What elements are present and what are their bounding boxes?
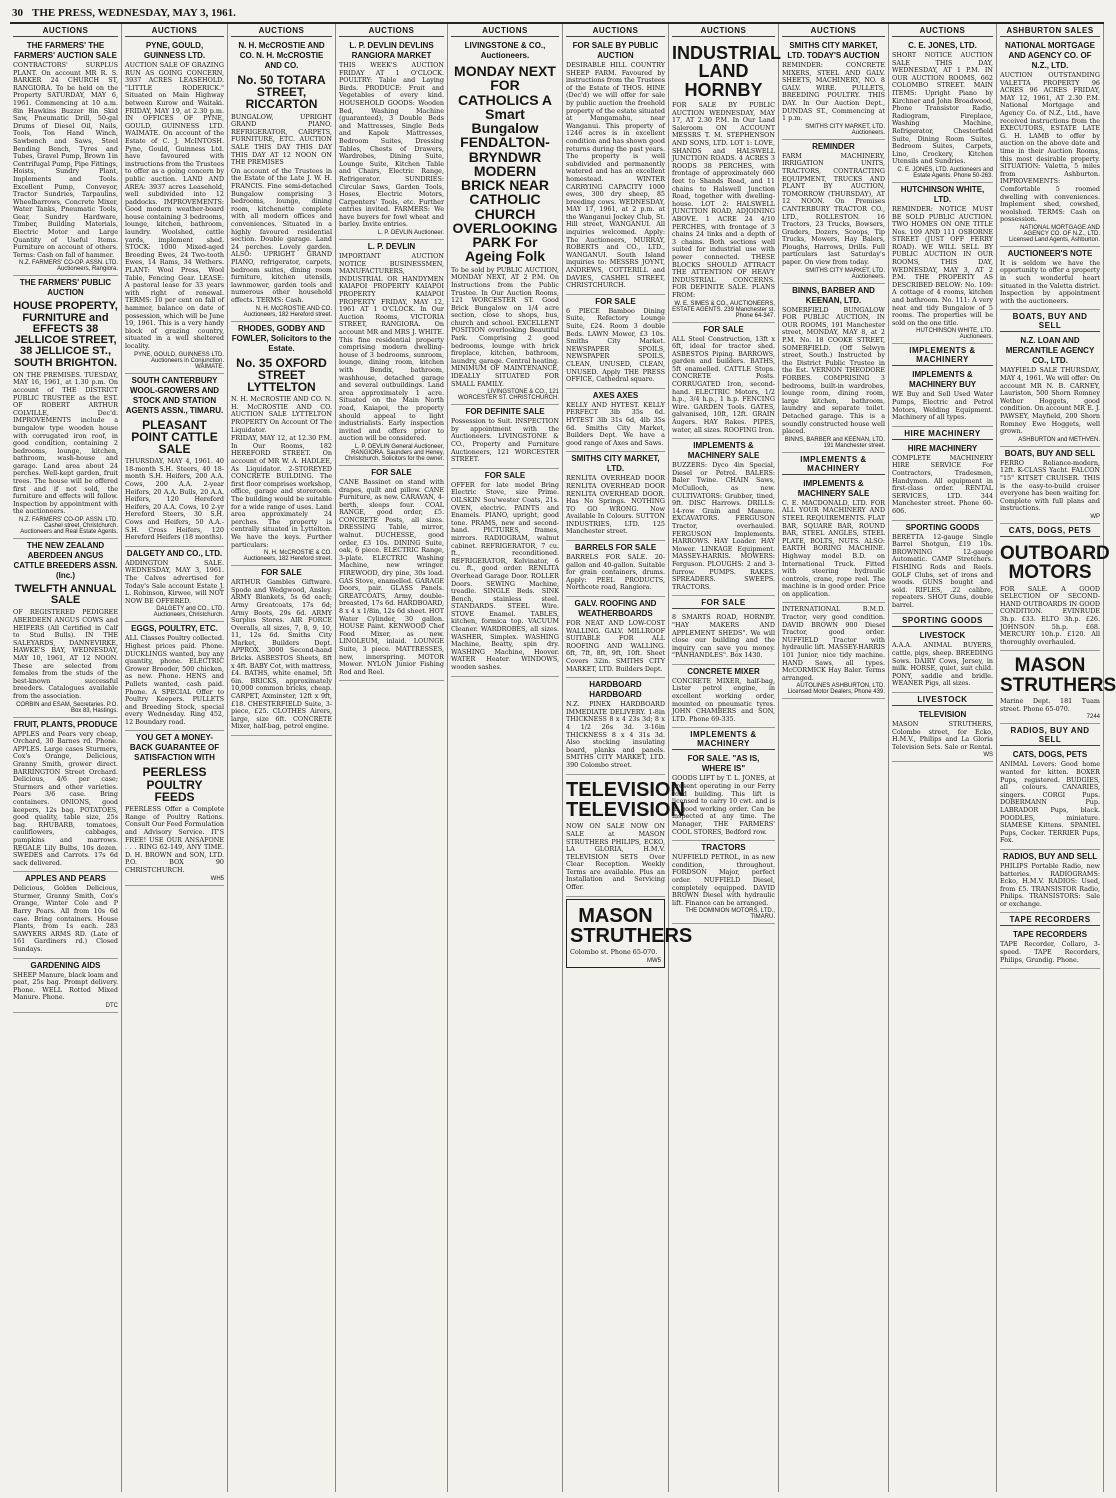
classified-ad bbox=[672, 439, 775, 596]
ad-heading: THE FARMERS' THE FARMERS' AUCTION SALE bbox=[14, 41, 117, 60]
column-6 bbox=[563, 24, 693, 1492]
ad-display-text: PEERLESS POULTRY FEEDS bbox=[142, 765, 207, 804]
ad-body: FOR NEAT AND LOW-COST WALLING. GALV. MILLROOF SUITABLE FOR ALL ROOFING AND WALLING. 6ft, 7ft, 8ft, 9ft, 10ft. Sheet Covers 32in. SMITHS CITY MARKET, LTD. Builders Dept. bbox=[566, 619, 665, 673]
ad-body: It is seldom we have the opportunity to offer a property in such wonderful heart situated in the Valetta district. Inspection by appointment with the auctioneers. bbox=[1000, 258, 1100, 305]
ad-heading: CONCRETE MIXER bbox=[687, 666, 760, 676]
ad-heading: SMITHS CITY MARKET, LTD. TODAY'S AUCTION bbox=[787, 41, 880, 60]
ad-heading: FOR SALE bbox=[261, 568, 302, 578]
ad-display-text: TWELFTH ANNUAL SALE bbox=[14, 583, 117, 607]
ad-signature: CORBIN and ESAM, Secretaries. P.O. Box 83, Hastings. bbox=[16, 701, 118, 714]
classified-ad bbox=[782, 39, 885, 140]
classified-ad bbox=[782, 140, 885, 284]
ad-display-text: No. 35 OXFORD STREET LYTTELTON bbox=[236, 355, 327, 395]
column-7 bbox=[669, 24, 779, 1492]
ad-heading: HIRE MACHINERY bbox=[907, 443, 978, 453]
ad-signature: HUTCHINSON WHITE, LTD. Auctioneers. bbox=[916, 328, 993, 341]
ad-body: RENLITA OVERHEAD DOOR RENLITA OVERHEAD DOOR RENLITA OVERHEAD DOOR. Has No Springs. NOTHING TO GO WRONG. Now Available In Colours. SUTTON INDUSTRIES, LTD. 125 Manchester street. bbox=[566, 474, 665, 536]
ad-heading: CATS, DOGS, PETS bbox=[1012, 750, 1088, 760]
classified-ad bbox=[339, 466, 444, 681]
ad-signature: SMITHS CITY MARKET, LTD. Auctioneers. bbox=[805, 123, 885, 136]
ad-signature: N. H. McCROSTIE AND CO. Auctioneers, 182 Hereford street. bbox=[243, 305, 332, 318]
ad-heading: LIVINGSTONE & CO., Auctioneers. bbox=[464, 41, 546, 60]
classified-ad bbox=[1000, 247, 1100, 311]
section-heading: RADIOS, BUY AND SELL bbox=[1000, 724, 1100, 746]
classified-ad bbox=[672, 611, 775, 665]
classified-ad bbox=[672, 841, 775, 924]
ad-display-text: No. 50 TOTARA STREET, RICCARTON bbox=[237, 73, 326, 112]
section-heading: AUCTIONS bbox=[566, 24, 665, 37]
classified-ad bbox=[892, 368, 993, 426]
classified-ad bbox=[13, 539, 118, 718]
ad-heading: TELEVISION bbox=[918, 710, 967, 720]
ad-body: NOW ON SALE NOW ON SALE at MASON STRUTHERS PHILIPS, ECKO, LA GLORIA, H.M.V. TELEVISION SETS Over Clear Reception. Weekly Terms are available. Plus an Installation and Servicing Offer. bbox=[566, 822, 665, 892]
ad-body: FARM MACHINERY, IRRIGATION UNITS, TRACTORS, CONTRACTING EQUIPMENT, TRUCKS AND PLANT BY AUCTION, TOMORROW (THURSDAY), AT 12 NOON. On Premises CANTERBURY TRACTOR CO., LTD., ROLLESTON. 16 Tractors, 23 Trucks, Bowsers, Graders, Dozers, Scoops, Tip Trucks, Mowers, Hay Balers, Ploughs, Harrows, Drills. Full particulars last Saturday's paper. On view from today. bbox=[782, 151, 885, 267]
ad-heading: GARDENING AIDS bbox=[30, 960, 101, 970]
ad-display-text: MASON STRUTHERS bbox=[570, 904, 693, 948]
masthead bbox=[10, 6, 1104, 24]
classified-ad bbox=[566, 775, 685, 897]
section-heading: AUCTIONS bbox=[13, 24, 118, 37]
ad-heading: L. P. DEVLIN bbox=[367, 242, 416, 252]
ad-body: FERRO Reliance-modern, 12ft. K-CLASS Yacht. FALCON "15" KITSET CRUISER. THIS is the easy-to-build cruiser everyone has been waiting for. Complete with full plans and instructions. bbox=[1000, 458, 1100, 513]
classified-ad bbox=[892, 708, 993, 762]
section-heading: ASHBURTON SALES bbox=[1000, 24, 1100, 37]
ad-display-text: INDUSTRIAL LAND HORNBY bbox=[672, 43, 781, 100]
classified-ad bbox=[13, 39, 118, 276]
ad-body: 8 SMARTS ROAD, HORNBY. "HAY MAKERS AND APPLEMENT SHEDS". We will close our building and the inquiry can save you money. "PANHANDLES". Box 1430. bbox=[672, 613, 775, 660]
ad-heading: BOATS, BUY AND SELL bbox=[1004, 448, 1096, 458]
ad-heading: FOR SALE bbox=[371, 467, 412, 477]
column-3 bbox=[228, 24, 336, 1492]
ad-heading: RADIOS, BUY AND SELL bbox=[1002, 851, 1098, 861]
ad-body: REMINDER: NOTICE MUST BE SOLD PUBLIC AUCTION. TWO HOMES ON ONE TITLE Nos. 109 AND 111 OSBORNE STREET (JUST OFF FERRY ROAD). WE WILL SELL BY PUBLIC AUCTION IN OUR ROOMS, THIS DAY, WEDNESDAY, MAY 3, AT 2 P.M. THE PROPERTY AS DESCRIBED BELOW: No. 109: A cottage of 4 rooms, kitchen and bathroom. No. 111: A very neat and tidy Bungalow of 5 rooms. The properties will be sold on the one title. bbox=[892, 204, 993, 327]
section-heading: IMPLEMENTS & MACHINERY bbox=[672, 728, 775, 750]
classified-ad bbox=[782, 284, 885, 453]
ad-heading: TAPE RECORDERS bbox=[1012, 930, 1088, 940]
classified-ad bbox=[125, 374, 224, 547]
ad-heading: FOR SALE. "AS IS, WHERE IS" bbox=[687, 754, 760, 774]
ad-body: To be sold by PUBLIC AUCTION, MONDAY NEXT, AT 2 P.M. On Instructions from the Public Trustee. In Our Auction Rooms, 121 WORCESTER ST. Good Brick Bungalow on 1/4 acre section, close to shops, bus, church and school. EXCELLENT POSITION overlooking Beautiful Park. Comprising 2 good bedrooms, lounge with brick fireplace, kitchen, bathroom, laundry, garage. Central heating. MINIMUM OF MAINTENANCE, IDEALLY SITUATED FOR SMALL FAMILY. bbox=[451, 265, 559, 388]
ad-body: WE Buy and Sell Used Water Pumps, Electric and Petrol Motors, Welding Equipment. Machinery of all types. bbox=[892, 390, 993, 422]
ad-heading: REMINDER bbox=[812, 141, 855, 151]
classified-ad bbox=[451, 469, 559, 677]
ad-heading: APPLES AND PEARS bbox=[24, 874, 107, 884]
classified-ad bbox=[1000, 928, 1100, 969]
column-2 bbox=[122, 24, 228, 1492]
classified-ad bbox=[782, 603, 885, 699]
ad-display-text: MASON STRUTHERS bbox=[1000, 655, 1116, 696]
ad-signature: ASHBURTON and METHVEN. bbox=[1018, 436, 1100, 443]
ad-signature: DALGETY and CO., LTD. Auctioneers, Christchurch. bbox=[153, 606, 224, 619]
ad-body: SHORT NOTICE AUCTION SALE THIS DAY, WEDNESDAY, AT 1 P.M. IN OUR AUCTION ROOMS, 662 COLOMBO STREET. MAIN ITEMS: Upright Piano by Kirchner and John Broadwood, Phone Transistor Radio, Radiogram, Fireplace, Washing Machine, Refrigerator, Chesterfield Suite, Dining Room Suites, Bedroom Suites, Carpets, Lino, Crockery, Kitchen Utensils and Sundries. bbox=[892, 51, 993, 166]
classified-ad bbox=[566, 295, 665, 389]
ad-signature: NATIONAL MORTGAGE AND AGENCY CO. OF N.Z., LTD. Licensed Land Agents, Ashburton. bbox=[1008, 224, 1100, 243]
classified-ad bbox=[672, 665, 775, 729]
classified-ad bbox=[672, 39, 781, 323]
ad-body: ARTHUR Gambles Giftware. Spode and Wedgwood, Ansley. ARMY Blankets, 5s 6d each; Army Greatcoats, 17s 6d; Army Boots, 29s 6d. ARMY Surplus Stores. AIR FORCE Overalls, all sizes, 7, 8, 9, 10, 11, 12s 6d. Smiths City Market, Builders Dept. APPROX. 3000 Second-hand Bricks. ASBESTOS Sheets, 8ft x 4ft. BABY Cot, with mattress, £4. BATHS, white enamel, 5ft 6in. BRICKS, approximately 10,000 common bricks, cheap. CARPET, Axminster, 12ft x 9ft, £18. CHESTERFIELD Suite, 3-piece, £25. CLOTHES Airers, large, size 6ft. CONCRETE Mixer, half-bag, petrol engine. bbox=[231, 578, 332, 731]
ad-body: FOR SALE BY PUBLIC AUCTION WEDNESDAY, MAY 17, AT 2.30 P.M. In Our Land Saleroom ON ACCOUNT MESSRS T. M. STEPHENSON AND SONS, LTD. LOT 1: LOVE, SHANDS and HALSWELL JUNCTION ROADS. 4 ACRES 3 ROODS 38 PERCHES, with frontage of approximately 660 feet to Shands Road, and 11 chains to Halswell Junction Road, together with dwelling-house. LOT 2: HALSWELL JUNCTION ROAD, ADJOINING ABOVE. 1 ACRE 24 4/10 PERCHES, with frontage of 3 chains 24 links and a depth of 3 chains. Both sections well suited for industrial use with power connected. THESE BLOCKS SHOULD ATTRACT THE ATTENTION OF HEAVY INDUSTRIAL CONCERNS. FOR DEFINITE SALE. PLANS FROM: bbox=[672, 101, 775, 299]
ad-heading: NATIONAL MORTGAGE AND AGENCY CO. OF N.Z., LTD. bbox=[1005, 41, 1095, 70]
section-heading: LIVESTOCK bbox=[892, 693, 993, 706]
ad-body: N.Z. PINEX HARDBOARD IMMEDIATE DELIVERY. 1-8in THICKNESS 8 x 4 23s 3d; 8 x 4 1/2 26s 3d. 3-16in THICKNESS 8 x 4 31s 3d. Also stocking insulating board, planks and panels. SMITHS CITY MARKET, LTD. 390 Colombo street. bbox=[566, 700, 665, 769]
classified-ad bbox=[566, 389, 665, 453]
ad-signature: AUTOLINES ASHBURTON, LTD. Licensed Motor Dealers, Phone 439. bbox=[787, 683, 885, 696]
ad-heading: RHODES, GODBY AND FOWLER, Solicitors to the Estate. bbox=[231, 323, 332, 353]
ad-signature: WP bbox=[1090, 513, 1100, 520]
ad-body: CONTRACTORS' SURPLUS PLANT. On account MR R. S. BARKER 24 CHURCH ST, RANGIORA. To be held on the Property SATURDAY, MAY 6, 1961. Commencing at 10 a.m. 8in Hawkins Buzzer 8in Skid Saw, Pneumatic Drill, 50-gal Drums of Diesel Oil, Nails, Tools, Ton Hand Winch, Sawbench and Saws, Steel Bending Bench, Tyres and Tubes, Gravel Pump, Brown 1in Centrifugal Pump, Pipe Fittings, Hoists, Sundry Plant, Implements and Tools. Excellent Pump, Conveyor, Tractor Sundries, Tarpaulins, Wheelbarrows, Concrete Mixer, Water Tanks, Pneumatic Tools, Gear, Sundry Hardware, Timber, Building Materials, Electric Motor and Large Quantity of Useful Items. Furniture on account of others. Terms: Cash on fall of hammer. bbox=[13, 61, 118, 259]
column-4 bbox=[336, 24, 448, 1492]
ad-heading: SOUTH CANTERBURY WOOL-GROWERS AND STOCK AND STATION AGENTS ASSN., TIMARU. bbox=[125, 375, 224, 415]
classified-ad bbox=[451, 39, 559, 405]
ad-heading: SMITHS CITY MARKET, LTD. bbox=[571, 454, 660, 474]
ad-signature: THE DOMINION MOTORS, LTD., TIMARU. bbox=[685, 908, 775, 921]
classified-ad bbox=[451, 405, 559, 469]
ad-body: ADDINGTON SALE. WEDNESDAY, MAY 3, 1961. The Calves advertised for Today's Sale account Estate J. L. Robinson, Kirwee, will NOT NOW BE OFFERED. bbox=[125, 558, 224, 605]
classified-ad bbox=[231, 39, 332, 322]
ad-heading: EGGS, POULTRY, ETC. bbox=[131, 624, 218, 634]
section-heading: AUCTIONS bbox=[782, 24, 885, 37]
classified-ad bbox=[13, 276, 118, 539]
ad-heading: FRUIT, PLANTS, PRODUCE bbox=[13, 719, 118, 729]
ad-heading: HUTCHINSON WHITE, LTD. bbox=[900, 184, 985, 204]
ad-body: BUZZERS: Dyco 4in Special, Diesel or Petrol. BALERS: Baler Twine. CHAIN Saws, McCulloch, as new. CULTIVATORS: Grubber, tined, 9ft. DISC Harrows. DRILLS: 14-row Grain and Manure. EXCAVATORS. FERGUSON Tractor, overhauled. FERGUSON Implements. HARROWS. HAY Loader. HAY Mower. LINKAGE Equipment. MASSEY-HARRIS. MOWERS: Ferguson. PLOUGHS: 2 and 3-furrow. PUMPS. RAKES. SPREADERS. SWEEPS. TRACTORS. bbox=[672, 461, 775, 591]
classified-ad bbox=[13, 872, 118, 958]
ad-heading: THE FARMERS' PUBLIC AUCTION bbox=[19, 278, 112, 298]
classified-ad bbox=[566, 597, 665, 678]
section-heading: FOR SALE bbox=[672, 596, 775, 609]
ad-heading: PYNE, GOULD, GUINNESS LTD. bbox=[143, 41, 206, 60]
classified-ad bbox=[566, 39, 665, 295]
ad-heading: FOR SALE bbox=[703, 324, 744, 334]
classified-ad bbox=[672, 323, 775, 440]
classified-ad bbox=[1000, 850, 1100, 914]
column-5 bbox=[448, 24, 563, 1492]
section-heading: AUCTIONS bbox=[672, 24, 775, 37]
ad-display-text: HOUSE PROPERTY, FURNITURE and EFFECTS 38 JELLICOE STREET, 38 JELLICOE ST., SOUTH BRIGHTON. bbox=[13, 300, 118, 369]
ad-body: AUCTION SALE OF GRAZING RUN AS GOING CONCERN, 3937 ACRES LEASEHOLD. "LITTLE RODERICK." Situated on Main Highway between Kurow and Waitaki. FRIDAY, MAY 19, at 2.30 p.m. IN OFFICES OF PYNE, GOULD, GUINNESS LTD. WAIMATE. On account of the Estate of C. J. McINTOSH. Pyne, Gould, Guinness Ltd. have favoured with instructions from the Trustees to offer as a going concern by public auction. LAND AND AREA: 3937 acres Leasehold, well subdivided into 12 paddocks. IMPROVEMENTS: Good modern weather-board house containing 3 bedrooms, lounge, kitchen, bathroom, laundry. Woolshed, cattle yards, implement shed. STOCK: 1000 Mixed-aged Breeding Ewes, 24 Two-tooth Ewes, 14 Rams, 34 Wethers. PLANT: Wool Press, Wool Table, Fencing Gear. LEASE: A pastoral lease for 33 years with right of renewal. TERMS: 10 per cent on fall of hammer, balance on date of possession, which will be June 19, 1961. This is a very handy block of grazing country, situated in a well sheltered locality. bbox=[125, 61, 224, 350]
ad-body: ON THE PREMISES. TUESDAY, MAY 16, 1961, at 1.30 p.m. On account of THE DISTRICT PUBLIC TRUSTEE as the EST. OF ROBERT ARTHUR COLVILLE, Dec'd. IMPROVEMENTS include a bungalow type wooden house with corrugated iron roof, in good condition, containing 2 bedrooms, lounge, kitchen, bathroom, wash-house and garage. Land area about 24 perches. Well-kept garden, fruit trees. The house will be offered first and if not sold, the furniture and effects will follow. Inspection by appointment with the auctioneers. bbox=[13, 370, 118, 516]
ad-heading: FOR SALE BY PUBLIC AUCTION bbox=[572, 41, 659, 60]
ad-heading: FOR DEFINITE SALE bbox=[465, 407, 545, 417]
classified-ad bbox=[892, 521, 993, 615]
ad-body: DESIRABLE HILL COUNTRY SHEEP FARM. Favoured by instructions from the Trustees of the Estate of THOS. HINE (Dec'd) we will offer for sale by public auction the freehold property of the estate situated at Mangamahu, near Wanganui. This property of 1246 acres is in excellent condition and has shown good returns during the past years. The property is well subdivided and permanently watered and has an excellent homestead. WINTER CARRYING CAPACITY 1000 ewes, 300 dry sheep, 85 breeding cows. WEDNESDAY, MAY 17, 1961, at 2 p.m. at the Wanganui Jockey Club, St. Hill street, WANGANUI. All inquiries welcomed. Apply: The Auctioneers, MURRAY, ROBERTS and CO., LTD., WANGANUI. South Island inquiries to: MESSRS JOYNT, ANDREWS, COTTERILL and DAVIES, CASHEL STREET, CHRISTCHURCH. bbox=[566, 61, 665, 290]
ad-heading: YOU GET A MONEY-BACK GUARANTEE OF SATISFACTION WITH bbox=[129, 733, 220, 763]
section-heading: IMPLEMENTS & MACHINERY bbox=[782, 453, 885, 475]
ad-body: NUFFIELD PETROL, in as new condition, throughout. FORDSON Major, perfect order. NUFFIELD Diesel, completely equipped. DAVID BROWN Diesel with hydraulic lift. Finance can be arranged. bbox=[672, 853, 775, 907]
classified-ad bbox=[1000, 39, 1100, 247]
ad-body: BARRELS FOR SALE. 20-gallon and 40-gallon. Suitable for grain containers, drums. Apply: PEEL PRODUCTS, Northcote road, Rangiora. bbox=[566, 553, 665, 592]
classified-ad bbox=[892, 629, 993, 693]
ad-heading: HARDBOARD HARDBOARD bbox=[589, 680, 642, 700]
ad-body: Colombo st. Phone 65-070. bbox=[570, 948, 658, 957]
ad-signature: L. P. DEVLIN General Auctioneer, RANGIORA. Saunders and Heney, Christchurch, Solicitors for the owner. bbox=[344, 443, 444, 462]
ad-body: ALL Classes Poultry collected. Highest prices paid. Phone. DUCKLINGS wanted, buy any quantity, phone. ELECTRIC Grower Brooder, 500 chicken, as new. Phone. HENS and Pullets wanted, cash paid. Phone. A SPECIAL Offer to Poultry Keepers. PULLETS and Breeding Stock, special every Wednesday. Ring 452, 12 Boundary road. bbox=[125, 634, 224, 726]
ad-heading: TRACTORS bbox=[701, 843, 746, 853]
ad-signature: N. H. McCROSTIE & CO. Auctioneers, 182 Hereford street. bbox=[243, 550, 332, 563]
ad-signature: 7244 bbox=[1086, 714, 1100, 721]
column-1 bbox=[10, 24, 122, 1492]
section-heading: AUCTIONS bbox=[231, 24, 332, 37]
ad-body: AUCTION OUTSTANDING VALETTA PROPERTY 96 ACRES 96 ACRES FRIDAY, MAY 12, 1961, AT 2.30 P.M. National Mortgage and Agency Co. of N.Z., Ltd., have received instructions from the EXECUTORS, ESTATE LATE G. H. LAMB to offer by auction on the above date and time in their Auction Rooms, this most desirable property. SITUATION: Valetta, 5 miles from Ashburton. IMPROVEMENTS: Comfortable 5 roomed dwelling with conveniences. Implement shed, cowshed, woolshed. TERMS: Cash on possession. bbox=[1000, 71, 1100, 224]
ad-body: REMINDER: CONCRETE MIXERS, STEEL AND GALV. SHEETS, MACHINERY, NO. 8 GALV. WIRE. PULLETS, BREEDING POULTRY. THIS DAY. In Our Auction Dept., DUNDAS ST., Commencing at 1 p.m. bbox=[782, 61, 885, 123]
ad-heading: GALV. ROOFING AND WEATHERBOARDS bbox=[574, 599, 657, 619]
ad-heading: C. E. JONES, LTD. bbox=[908, 41, 977, 50]
ad-heading: BINNS, BARBER AND KEENAN, LTD. bbox=[792, 285, 875, 305]
ad-heading: AUCTIONEER'S NOTE bbox=[1007, 248, 1093, 258]
ad-body: CONCRETE MIXER, half-bag, Lister petrol engine, in excellent working order, mounted on pneumatic tyres. JOHN CHAMBERS and SON, LTD. Phone 69-335. bbox=[672, 676, 775, 723]
section-heading: IMPLEMENTS & MACHINERY bbox=[892, 344, 993, 366]
classified-ad bbox=[566, 678, 665, 774]
classified-ad bbox=[13, 959, 118, 1013]
ad-signature: L. P. DEVLIN Auctioneer. bbox=[377, 230, 444, 237]
section-heading: AUCTIONS bbox=[892, 24, 993, 37]
classified-ad bbox=[1000, 748, 1100, 850]
classified-ad bbox=[125, 622, 224, 731]
classified-ad bbox=[125, 731, 224, 885]
ad-display-text: OUTBOARD MOTORS bbox=[1000, 542, 1110, 584]
ad-body-continued: FRIDAY, MAY 12, at 12.30 P.M. In Our Rooms, 182 HEREFORD STREET. On account of MR W. A. HADLEE, As Liquidator. 2-STOREYED CONCRETE BUILDING. The first floor comprises workshop, office, garage and storeroom. The building would be suitable for a wide range of uses. Land area approximately 24 perches. The property is centrally situated in Lyttelton. We have the keys. Further particulars: bbox=[231, 434, 332, 549]
classified-ad bbox=[1000, 447, 1100, 524]
ad-heading: LIVESTOCK bbox=[919, 631, 966, 641]
ad-body: SOMERFIELD BUNGALOW FOR PUBLIC AUCTION, IN OUR ROOMS, 191 Manchester street, MONDAY, MAY 8, at 2 P.M. No. 18 COOKE STREET, SOMERFIELD. (Off Selwyn street, South.) Instructed by the District Public Trustee in the Est. VERNON THEODORE FORBES. COMPRISING 3 bedrooms, built-in wardrobes, lounge room, dining room, large kitchen, bathroom, laundry and separate toilet. Detached garage. This is a soundly constructed house well placed. bbox=[782, 305, 885, 436]
ad-body: Marine Dept. 181 Tuam street. Phone 65-070. bbox=[1000, 697, 1100, 713]
ad-display-text: TELEVISION TELEVISION bbox=[566, 778, 685, 821]
ad-signature: PYNE, GOULD, GUINNESS LTD. Auctioneers in Conjunction. WAIMATE. bbox=[134, 351, 224, 370]
classified-ad bbox=[231, 322, 332, 567]
page-number: 30 bbox=[12, 7, 23, 19]
ad-heading: FOR SALE bbox=[484, 470, 526, 480]
ad-body: N. H. McCROSTIE AND CO. N. H. McCROSTIE AND CO. AUCTION SALE LYTTELTON PROPERTY On Account Of The Liquidator. bbox=[231, 395, 332, 434]
column-10 bbox=[997, 24, 1116, 1492]
section-heading: AUCTIONS bbox=[451, 24, 559, 37]
ad-signature: N.Z. FARMERS' CO-OP. ASSN. LTD. Cashel street, Christchurch. Auctioneers and Real Estate Agents. bbox=[19, 517, 118, 536]
ad-heading: DALGETY AND CO., LTD. bbox=[126, 548, 223, 558]
ad-heading: IMPLEMENTS & MACHINERY BUY bbox=[908, 370, 977, 390]
ad-signature: LIVINGSTONE & CO., 121 WORCESTER ST. CHRISTCHURCH. bbox=[457, 389, 559, 402]
ad-signature: MW5 bbox=[647, 958, 661, 965]
column-9 bbox=[889, 24, 997, 1492]
masthead-title: THE PRESS, WEDNESDAY, MAY 3, 1961. bbox=[32, 7, 236, 19]
ad-body: THIS WEEK'S AUCTION FRIDAY AT 1 O'CLOCK. POULTRY: Table and Laying Birds. PRODUCE: Fruit and Vegetables of every kind. HOUSEHOLD GOODS: Wooden Bed, Washing Machine (guaranteed), 3 Double Beds and Mattresses, Single Beds and Kapok Mattresses, Bedroom Suites, Dressing Tables, Chests of Drawers, Wardrobes, Dining Suite, Lounge Suite, Kitchen Table and Chairs, Electric Range, Refrigerator. SUNDRIES: Circular Saws, Garden Tools, Hoses, Electric Motors, Carpenters' Tools, etc. Further entries invited. FARMERS: We have buyers for fowl wheat and barley. Invite entries. bbox=[339, 61, 444, 229]
ad-body: COMPLETE MACHINERY HIRE SERVICE For Contractors, Tradesmen, Handymen. All equipment in first-class order. RENTAL SERVICES, LTD. 344 Manchester street. Phone 60-606. bbox=[892, 453, 993, 515]
ad-body: PEERLESS Offer a Complete Range of Poultry Rations. Consult Our Feed Formulation and Advisory Service. IT'S FREE! USE OUR ANSAFONE . . . RING 62-149, ANY TIME. D. H. BROWN and SON, LTD. P.O. BOX 90 CHRISTCHURCH. bbox=[125, 805, 224, 874]
section-heading: AUCTIONS bbox=[125, 24, 224, 37]
ad-signature: C. E. JONES, LTD. Auctioneers and Estate Agents. Phone 50-263. bbox=[897, 166, 993, 179]
ad-body: PHILIPS Portable Radio, new batteries. RADIOGRAMS: Ecko, H.M.V. RADIOS: Used, from £5. TRANSISTOR Radio, Philips. TRANSISTORS: Sale or exchange. bbox=[1000, 861, 1100, 908]
classified-ad bbox=[672, 752, 775, 841]
ad-heading: IMPLEMENTS & MACHINERY SALE bbox=[687, 441, 760, 461]
classified-ad bbox=[125, 547, 224, 623]
section-heading: TAPE RECORDERS bbox=[1000, 913, 1100, 926]
ad-body: FOR SALE. A GOOD SELECTION OF SECOND-HAND OUTBOARDS IN GOOD CONDITION. EVINRUDE 3h.p. £33. ELTO 3h.p. £26. JOHNSON 5h.p. £68. MERCURY 10h.p. £120. All thoroughly overhauled. bbox=[1000, 584, 1100, 646]
ad-body: ANIMAL Lovers: Good home wanted for kitten. BOXER Pups, registered. BUDGIES, all colours. CANARIES, singers. CORGI Pups. DOBERMANN Pup. LABRADOR Pups, black. POODLES, miniature. SIAMESE Kittens. SPANIEL Pups, Cocker. TERRIER Pups, Fox. bbox=[1000, 760, 1100, 845]
ad-body: OF REGISTERED PEDIGREE ABERDEEN ANGUS COWS and HEIFERS (All Certified in Calf to Stud Bulls). IN THE SALEYARDS, DANNEVIRKE, HAWKE'S BAY, WEDNESDAY, MAY 10, 1961, AT 12 NOON. These are selected from females from the studs of the best-known successful breeders. Catalogues available from the association. bbox=[13, 608, 118, 700]
ad-body: SHEEP Manure, black loam and peat, 25s bag. Prompt delivery. Phone. WELL Rotted Mixed Manure. Phone. bbox=[13, 970, 118, 1002]
ad-heading: BARRELS FOR SALE bbox=[574, 543, 657, 553]
ad-signature: W. E. SIMES & CO., AUCTIONEERS, ESTATE AGENTS. 239 Manchester st. Phone 64-347. bbox=[672, 300, 775, 319]
ad-signature: WS bbox=[983, 752, 993, 759]
ad-body: Possession to Suit. INSPECTION by appointment with the Auctioneers. LIVINGSTONE & CO., Property and Furniture Auctioneers, 121 WORCESTER STREET. bbox=[451, 417, 559, 464]
ad-body: Delicious, Golden Delicious, Sturmer, Granny Smith, Cox's Orange, Winter Cole and P Barry Pears. All from 10s 6d case. Bring containers. House Plants, from 1s each. 283 SAWYERS ARMS RD. (Late of 161 Gardiners rd.) Closed Sundays. bbox=[13, 884, 118, 954]
ad-body: THURSDAY, MAY 4, 1961. 40 18-month S.H. Steers, 40 18-month S.H. Heifers, 200 A.A. Cows, 200 A.A. 2-year Heifers, 20 A.A. Bulls, 20 A.A. Heifers, 120 Hereford Heifers, 20 A.A. Cows, 10 2-yr Hereford Steers, 30 S.H. Cows and Heifers, 50 A.A.-S.H. Cross Heifers, 120 Hereford Heifers (18 months). bbox=[125, 457, 224, 542]
ad-signature: DTC bbox=[105, 1003, 118, 1009]
ad-heading: THE NEW ZEALAND ABERDEEN ANGUS CATTLE BREEDERS ASSN. (Inc.) bbox=[13, 541, 118, 581]
ad-display-text: PLEASANT POINT CATTLE SALE bbox=[131, 417, 218, 457]
section-heading: SPORTING GOODS bbox=[892, 614, 993, 627]
ad-body: INTERNATIONAL B.M.D. Tractor, very good condition. DAVID BROWN 900 Diesel Tractor, good order. NUFFIELD Tractor with hydraulic lift. MASSEY-HARRIS 101 Junior, nice tidy machine. HAND Saws, all types. McCORMICK Hay Baler. Terms arranged. bbox=[782, 605, 885, 682]
ad-body: TAPE Recorder, Collaro, 3-speed. TAPE Recorders, Philips, Grundig. Phone. bbox=[1000, 940, 1100, 964]
section-heading: CATS, DOGS, PETS bbox=[1000, 524, 1100, 537]
ad-heading: L. P. DEVLIN DEVLINS RANGIORA MARKET bbox=[349, 41, 434, 60]
ad-heading: AXES AXES bbox=[592, 390, 639, 400]
ad-body: IMPORTANT AUCTION NOTICE BUSINESSMEN, MANUFACTURERS, INDUSTRIAL OR HANDYMEN KAIAPOI PROPERTY KAIAPOI PROPERTY KAIAPOI PROPERTY FRIDAY, MAY 12, 1961 AT 1 O'CLOCK. In Our Auction Rooms, VICTORIA STREET, RANGIORA. On account MR and MRS J. WHITE. This fine residential property comprising modern dwelling-house of 3 bedrooms, sunroom, lounge, dining room, kitchen with Bendix, bathroom, washhouse, detached garage and several outbuildings. Land area approximately 1 acre. Situated on the Main North road, Kaiapoi, the property should appeal to light industrialists. Early inspection invited and offers prior to auction will be considered. bbox=[339, 252, 444, 443]
ad-body: GOODS LIFT by T. L. JONES, at present operating in our Ferry road building. This lift is licensed to carry 10 cwt. and is in good working order. Can be inspected at any time. The Manager, THE FARMERS' COOL STORES, Bedford row. bbox=[672, 774, 775, 836]
ad-display-text: MONDAY NEXT FOR CATHOLICS A Smart Bungalow FENDALTON-BRYNDWR MODERN BRICK NEAR CATHOLIC CHURCH OVERLOOKING PARK For Ageing Folk bbox=[452, 63, 558, 265]
ad-heading: SPORTING GOODS bbox=[905, 522, 980, 532]
ad-body-continued: On account of the Trustees in the Estate of the Late J. W. H. FRANCIS. Fine semi-detached Bungalow comprising 3 bedrooms, lounge, dining room, kitchenette complete with all modern offices and conveniences. Situated in a highly favoured residential section. Double garage. Land 24 perches. Lovely garden. ALSO: UPRIGHT GRAND PIANO, refrigerator, carpets, bedroom suites, dining room furniture, kitchen utensils, lawnmower, garden tools and numerous other household effects. TERMS: Cash. bbox=[231, 166, 332, 304]
classified-ad bbox=[782, 477, 885, 604]
ad-signature: N.Z. FARMERS' CO-OP. ASSN. LTD. Auctioneers, Rangiora. bbox=[19, 260, 118, 273]
classified-ad bbox=[892, 442, 993, 521]
section-heading: BOATS, BUY AND SELL bbox=[1000, 310, 1100, 332]
classified-ad bbox=[892, 39, 993, 183]
ad-body: BUNGALOW, UPRIGHT GRAND PIANO, REFRIGERATOR, CARPETS, FURNITURE, ETC. AUCTION SALE THIS DAY THIS DAY THIS DAY AT 12 NOON ON THE PREMISES bbox=[231, 112, 332, 167]
section-heading: HIRE MACHINERY bbox=[892, 427, 993, 440]
ad-body: 6 PIECE Bamboo Dining Suite, Refectory Lounge Suite, £24. Room 3 double Beds. LAWN Mower, £3 10s. Smiths City Market. NEWSPAPER SPOILS, NEWSPAPER SPOILS, CLEAN, UNUSED, CLEAN, UNUSED. Apply THE PRESS OFFICE, Cathedral square. bbox=[566, 306, 665, 384]
ad-body: ALL Steel Construction, 13ft x 6ft, ideal for tractor shed. ASBESTOS Piping. BARROWS, garden and builders. BATHS, 5ft enamelled. CATTLE Stops. CONCRETE Posts. CORRUGATED Iron, second-hand. ELECTRIC Motors, 1/2 h.p., 3/4 h.p., 1 h.p. FENCING Wire. GARDEN Tools. GATES, galvanised, 10ft, 12ft. GRAIN Augers. HAY Rakes. PIPES, water, all sizes. ROOFING Iron. bbox=[672, 334, 775, 434]
classified-ad bbox=[566, 452, 665, 541]
classified-ad bbox=[566, 899, 693, 968]
ad-body: MAYFIELD SALE THURSDAY, MAY 4, 1961. We will offer: On account MR N. B. CARNEY, Lauriston, 500 Shorn Romney Wether Hoggets, good condition. On account MR E. J. PAWSEY, Mayfield, 200 Shorn Romney Ewe Hoggets, well grown. bbox=[1000, 366, 1100, 436]
ad-signature: SMITHS CITY MARKET, LTD. Auctioneers. bbox=[805, 267, 885, 280]
classified-ad bbox=[566, 541, 665, 597]
ad-body: OFFER for late model Bring Electric Stove, size Prime. OILSKIN Sou'wester Coats, 21s. OVEN, electric. PAINTS and Enamels. PIANO, upright, good tone. PRAMS, new and second-hand. PICTURES, frames, mirrors. RADIOGRAM, walnut cabinet. REFRIGERATOR, 7 cu. ft., reconditioned. REFRIGERATOR, Kelvinator, 6 cu. ft., good order. RENLITA Overhead Garage Door. ROLLER Doors. SEWING Machine, treadle. SINGLE Beds. SINK Bench, stainless steel. STANDARDS. STEEL Wire. STOVE Enamel. TABLES, kitchen, formica top. VACUUM Cleaner. WARDROBES, all sizes. WASHER, Simplex. WASHING Machine, Beatty, spin dry. WASHING Machine, Hoover. WATER Heater. WINDOWS, wooden sashes. bbox=[451, 480, 559, 672]
classified-ad bbox=[13, 718, 118, 873]
column-8 bbox=[779, 24, 889, 1492]
ad-body: KELLY AND HYTEST. KELLY PERFECT 3lb 35s 6d. HYTEST 3lb 31s 6d, 4lb 35s 6d. Smiths City Market, Builders Dept. We have a good range of Axes and Saws. bbox=[566, 400, 665, 447]
ad-body: A.A.A. ANIMAL BUYERS, cattle, pigs, sheep. BREEDING Sows. DAIRY Cows, Jersey, in milk. HORSE, quiet, suit child. PONY, saddle and bridle. WEANER Pigs, all sizes. bbox=[892, 641, 993, 688]
classified-ad bbox=[1000, 539, 1110, 652]
classified-ad bbox=[1000, 651, 1116, 724]
ad-heading: N.Z. LOAN AND MERCANTILE AGENCY CO., LTD. bbox=[1005, 336, 1095, 366]
classified-ad bbox=[339, 240, 444, 466]
ad-body: MASON STRUTHERS, Colombo street, for Ecko, H.M.V., Philips and La Gloria Television Sets. Sale or Rental. bbox=[892, 720, 993, 751]
ad-body: APPLES and Pears very cheap, Orchard, 30 Barnes rd. Phone. APPLES. Large cases Sturmers, Cox's Orange, Delicious, Granny Smith, grower direct. BARRINGTON Street Orchard. Delicious, 4/6 per case; Sturmers and other varieties. Pears 3/6 case. Bring containers. ONIONS, good keepers, 12s bag. POTATOES, good quality, table size, 25s bag. RHUBARB, tomatoes, cauliflowers, cabbages, pumpkins and marrows. REGALE Lily Bulbs, 10s dozen. SWEDES and Carrots. 17s 6d sack delivered. bbox=[13, 729, 118, 867]
ad-signature: BINNS, BARBER and KEENAN, LTD. 191 Manchester street. bbox=[784, 436, 885, 449]
classified-ad bbox=[339, 39, 444, 240]
section-heading: AUCTIONS bbox=[339, 24, 444, 37]
classified-ad bbox=[231, 566, 332, 736]
ad-heading: IMPLEMENTS & MACHINERY SALE bbox=[797, 478, 870, 498]
ad-body: CANE Bassinet on stand with drapes, quilt and pillow. CANE Furniture, as new. CARAVAN, 4-berth, sleeps four. COAL RANGE, good order, £5. CONCRETE Posts, all sizes. DRESSING Table, mirror, walnut. DUCHESSE, good order, £3 10s. DINING Suite, oak, 6 piece. ELECTRIC Range, 3-plate. ELECTRIC Washing Machine, new wringer. FIREWOOD, dry pine, 30s load. GAS Stove, enamelled. GARAGE Doors, pair. GLASS Panels. GREATCOATS, Army, double-breasted, 17s 6d. HARDBOARD, 8 x 4 x 1/8in, 12s 6d sheet. HOT Water Cylinder, 30 gallon. HOUSE Paint. KENWOOD Chef Food Mixer, as new. LINOLEUM, inlaid. LOUNGE Suite, 3 piece. MATTRESSES, new, innerspring. MOTOR Mower. NYLON Junior Fishing Rod and Reel. bbox=[339, 477, 444, 676]
classified-ad bbox=[892, 183, 993, 345]
classified-ad bbox=[1000, 334, 1100, 446]
ad-body: C. E. MACDONALD, LTD. FOR ALL YOUR MACHINERY AND STEEL REQUIREMENTS. FLAT BAR, SQUARE BAR, ROUND BAR, STEEL ANGLES, STEEL PLATE, BOLTS, NUTS. ALSO: EARTH BORING MACHINE. Highway model B.D. on International Truck. Fitted with steering hydraulic controls, crane, rope reel. The machine is in good order. Price on application. bbox=[782, 498, 885, 598]
ad-signature: WH5 bbox=[210, 875, 224, 882]
classified-ad bbox=[125, 39, 224, 374]
ad-heading: N. H. McCROSTIE AND CO. N. H. McCROSTIE AND CO. bbox=[238, 41, 325, 70]
ad-body: BERETTA 12-gauge Single Barrel Shotgun, £19 10s. BROWNING 12-gauge Automatic. CAMP Stretchers. FISHING Rods and Reels. GOLF Clubs, set of irons and woods. GUNS bought and sold. RIFLES, .22 calibre, repeaters. SHOT Guns, double barrel. bbox=[892, 532, 993, 609]
ad-heading: FOR SALE bbox=[595, 296, 636, 306]
